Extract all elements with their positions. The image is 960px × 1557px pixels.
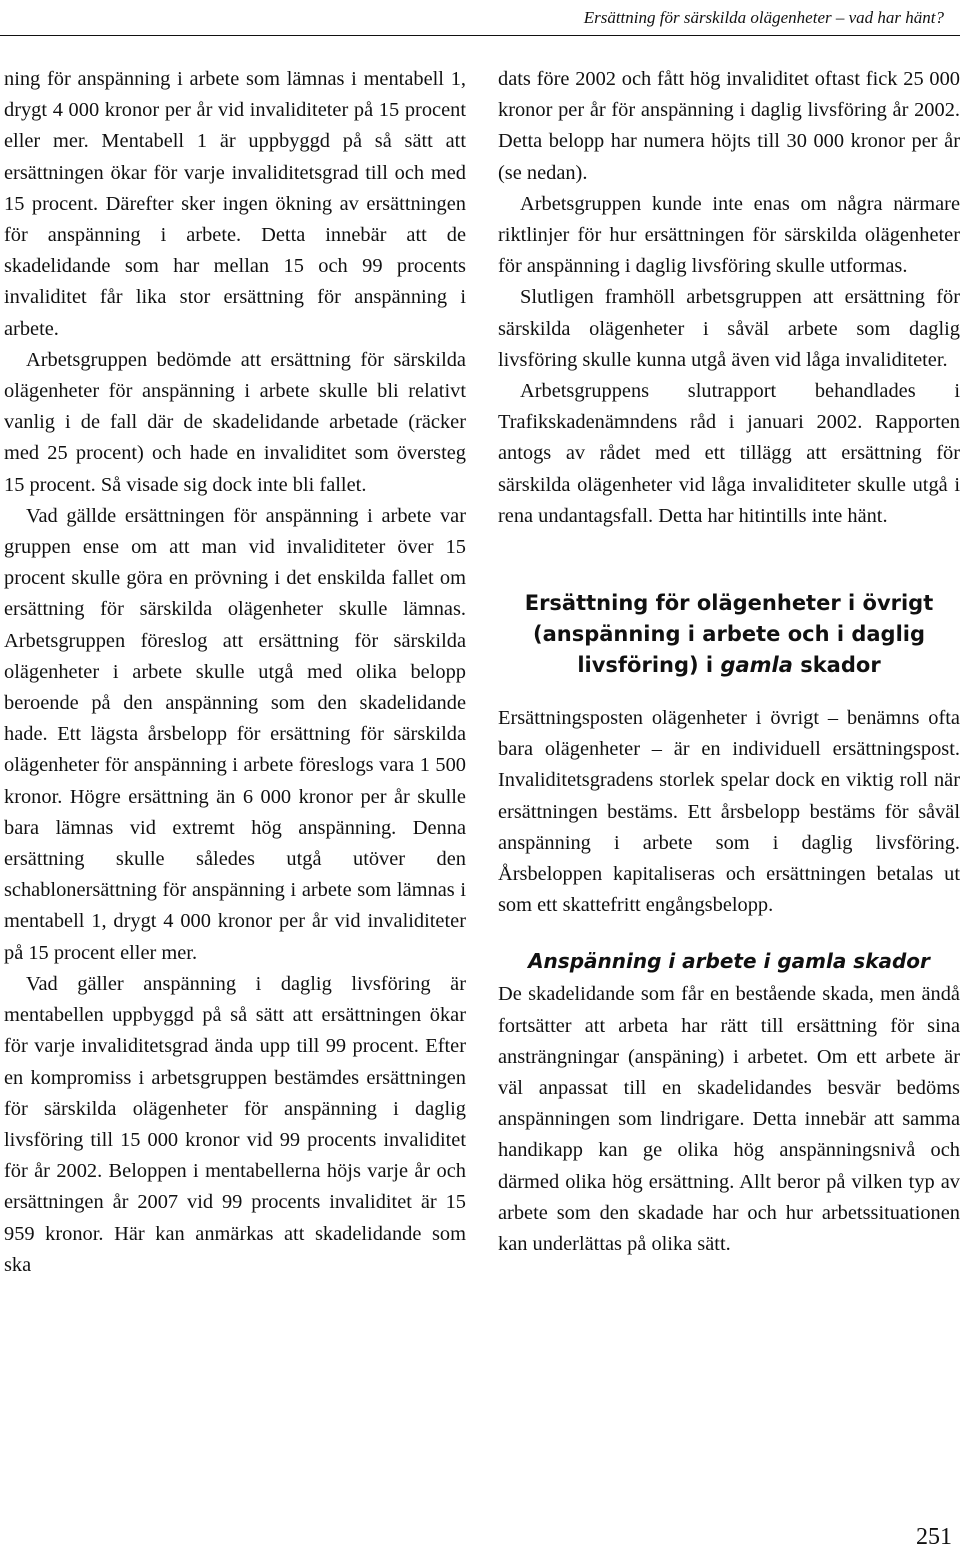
section-heading (498, 588, 960, 681)
body-paragraph: Vad gällde ersättningen för anspänning i arbete var gruppen ense om att man vid invaliditeter över 15 procent skulle göra en prövning i det enskilda fallet om ersättning för särskilda olägenheter skulle lämnas. Arbetsgruppen föreslog att ersättning för särskilda olägenheter i arbete skulle utgå med olika belopp beroende på den anspänning som den skadelidande hade. Ett lägsta årsbelopp för ersättning för särskilda olägenheter för anspänning i arbete föreslogs vara 1 500 kronor. Högre ersättning än 6 000 kronor per år skulle bara lämnas vid extremt hög anspänning. Denna ersättning skulle således utgå utöver den schablonersättning för anspänning i arbete som lämnas i mentabell 1, drygt 4 000 kronor per år vid invaliditeter på 15 procent eller mer. (4, 504, 466, 964)
body-paragraph: Vad gäller anspänning i daglig livsföring är mentabellen uppbyggd på så sätt att ersättningen ökar för varje invaliditetsgrad ända upp till 99 procent. Efter en kompromiss i arbetsgruppen bestämdes ersättningen för särskilda olägenheter för anspänning i daglig livsföring till 15 000 kronor vid 99 procents invaliditet för år 2002. Beloppen i mentabellerna höjs varje år och ersättningen år 2007 vid 99 procents invaliditet är 15 959 kronor. Här kan anmärkas att skadelidande som ska (4, 972, 466, 1276)
subsection-heading: Anspänning i arbete i gamla skador (528, 949, 930, 974)
page-number: 251 (916, 1524, 952, 1550)
section-heading-emphasis: gamla (720, 653, 793, 678)
body-paragraph: Arbetsgruppen kunde inte enas om några närmare riktlinjer för hur ersättningen för särskilda olägenheter för anspänning i daglig livsföring skulle utformas. (498, 192, 960, 278)
body-paragraph: Arbetsgruppens slutrapport behandlades i Trafikskadenämndens råd i januari 2002. Rapporten antogs av rådet med ett tillägg att ersättning för särskilda olägenheter vid låga invaliditeter skulle utgå i rena undantagsfall. Detta har hitintills inte hänt. (498, 380, 960, 527)
body-paragraph: Slutligen framhöll arbetsgruppen att ersättning för särskilda olägenheter i såväl arbete som daglig livsföring skulle kunna utgå även vid låga invaliditeter. (498, 286, 960, 371)
body-paragraph: ning för anspänning i arbete som lämnas i mentabell 1, drygt 4 000 kronor per år vid invaliditeter på 15 procent eller mer. Mentabell 1 är uppbyggd på så sätt att ersättningen ökar för varje invaliditetsgrad till och med 15 procent. Därefter sker ingen ökning av ersättningen för anspänning i arbete. Detta innebär att de skadelidande som har mellan 15 och 99 procents invaliditet får lika stor ersättning för anspänning i arbete. (4, 68, 466, 340)
body-paragraph: dats före 2002 och fått hög invaliditet oftast fick 25 000 kronor per år för anspänning i daglig livsföring år 2002. Detta belopp har numera höjts till 30 000 kronor per år (se nedan). (498, 68, 960, 184)
subsection-paragraph: De skadelidande som får en bestående skada, men ändå fortsätter att arbeta har rätt till ersättning för sina ansträngningar (anspäning) i arbetet. Om ett arbete är väl anpassat till en skadelidandes besvär bedöms anspänningen som lindrigare. Detta innebär att samma handikapp kan ge olika hög anspänningsnivå och därmed olika hög ersättning. Allt beror på vilken typ av arbete som den skadade har och hur arbetssituationen kan underlättas på olika sätt. (498, 983, 960, 1256)
section-paragraph: Ersättningsposten olägenheter i övrigt – benämns ofta bara olägenheter – är en individuell ersättningspost. Invaliditetsgradens storlek spelar dock en viktig roll när ersättningen bestäms. Ett årsbelopp bestäms för såväl anspänning i arbete som i daglig livsföring. Årsbeloppen kapitaliseras och ersättningen betalas ut som ett skattefritt engångsbelopp. (498, 707, 960, 917)
right-column (498, 64, 960, 1260)
section-heading-text: Ersättning för olägenheter i övrigt (anspänning i arbete och i daglig livsföring) i (524, 591, 934, 678)
running-header (0, 0, 960, 36)
running-title: Ersättning för särskilda olägenheter – vad har hänt? (583, 8, 944, 27)
section-heading-tail: skador (792, 653, 881, 678)
body-paragraph: Arbetsgruppen bedömde att ersättning för särskilda olägenheter för anspänning i arbete skulle bli relativt vanlig i de fall där de skadelidande arbetade (räcker med 25 procent) och hade en invaliditet som översteg 15 procent. Så visade sig dock inte bli fallet. (4, 348, 466, 496)
left-column (4, 64, 466, 1281)
